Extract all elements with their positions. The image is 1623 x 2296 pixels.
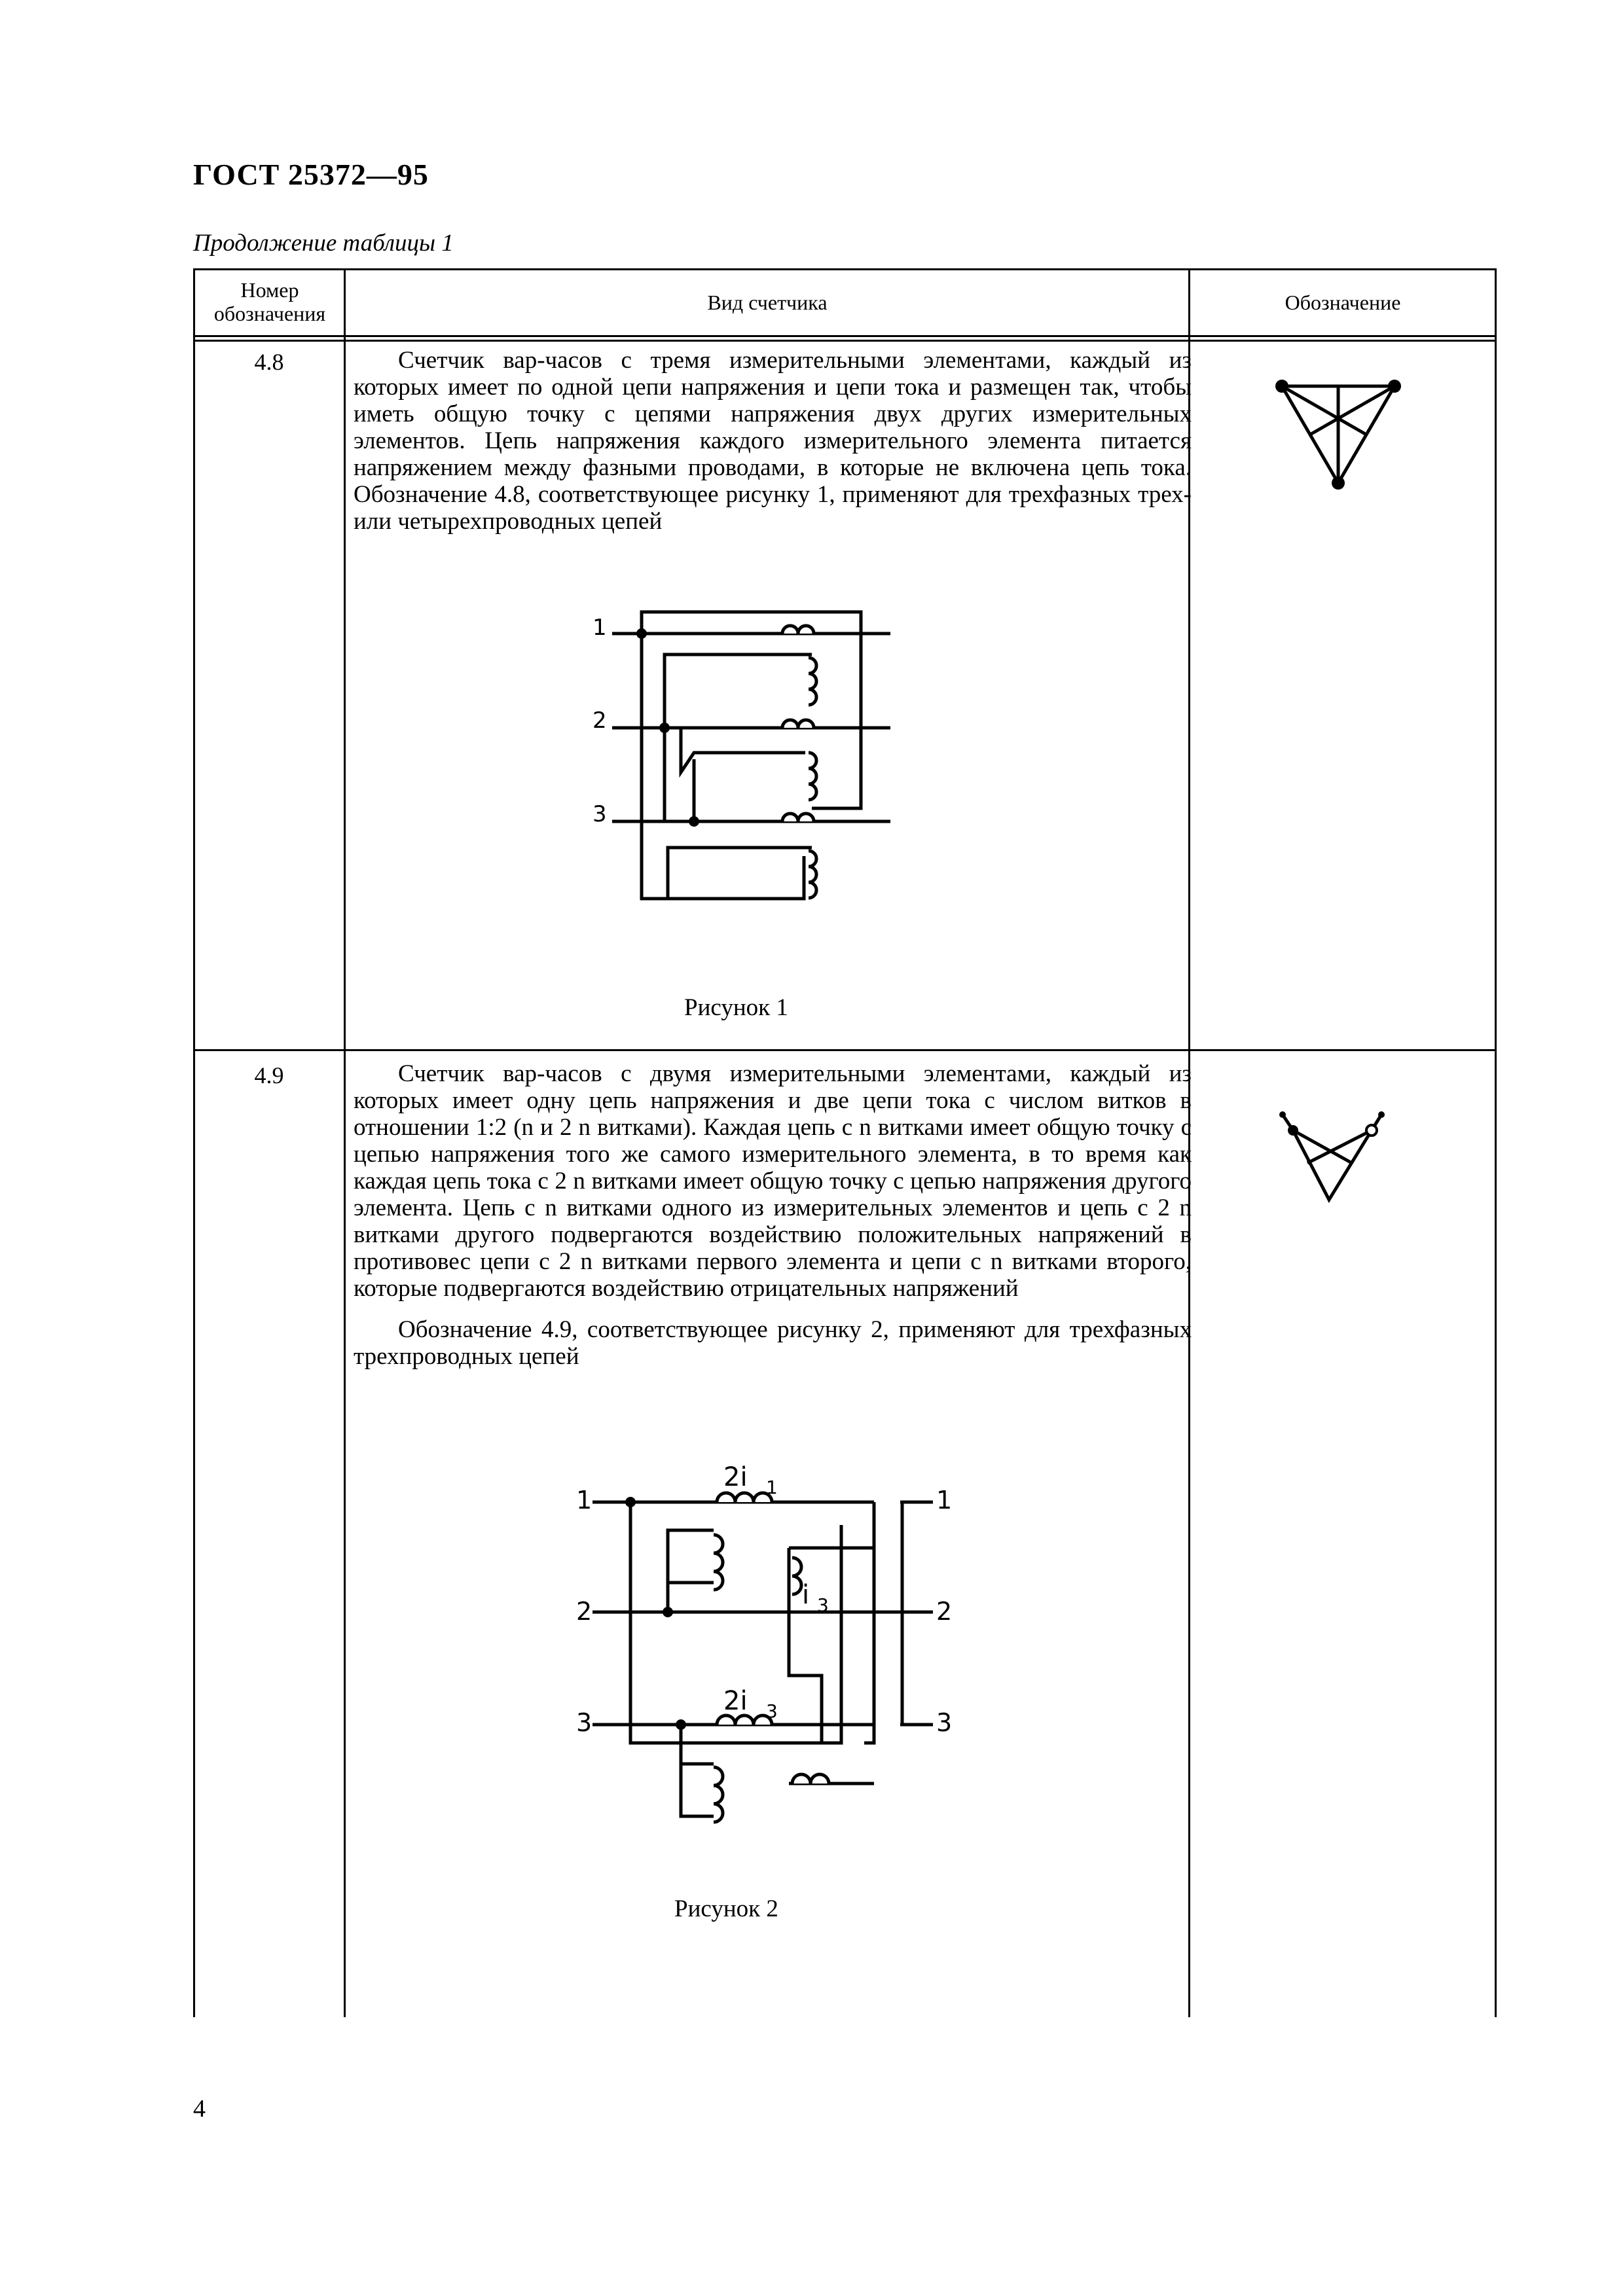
- figure-1-label-2: 2: [593, 708, 607, 734]
- row-description: [354, 1060, 1192, 1370]
- figure-2-label-left-3: 3: [576, 1708, 593, 1737]
- coil-label-i3: i: [802, 1580, 810, 1610]
- table-continuation-caption: Продолжение таблицы 1: [193, 230, 454, 257]
- description-paragraph: Счетчик вар-часов с тремя измерительными элементами, каждый из которых имеет по одной цепи напряжения и цепи тока и размещен так, чтобы иметь общую точку с цепями напряжения двух других измерительных элементов. Цепь напряжения каждого измерительного элемента питается напряжением между фазными проводами, в которые не включена цепь тока. Обозначение 4.8, соответствующее рисунку 1, применяют для трехфазных трех- или четырехпроводных цепей: [354, 347, 1192, 535]
- figure-2-label-right-1: 1: [936, 1486, 953, 1515]
- figure-2-label-left-2: 2: [576, 1597, 593, 1626]
- coil-label-i3-subscript: 3: [817, 1594, 829, 1616]
- figure-2-label-right-2: 2: [936, 1597, 953, 1626]
- figure-1-circuit-diagram: [570, 592, 910, 920]
- row-number: 4.9: [254, 1062, 284, 1088]
- document-header: ГОСТ 25372—95: [193, 158, 429, 191]
- row-description: [354, 347, 1192, 535]
- header-type: Вид счетчика: [707, 291, 828, 314]
- table-header-divider-double: [193, 340, 1496, 342]
- coil-label-2i3: 2i: [723, 1686, 748, 1716]
- page-number: 4: [193, 2095, 206, 2123]
- v-shape-meter-symbol-icon: [1273, 1103, 1404, 1214]
- coil-label-2i1: 2i: [723, 1462, 748, 1492]
- figure-2-circuit-diagram: [563, 1446, 969, 1826]
- table-border-left: [193, 268, 195, 2017]
- description-paragraph: Обозначение 4.9, соответствующее рисунку 2, применяют для трехфазных трехпроводных цепей: [354, 1316, 1192, 1370]
- coil-label-2i1-subscript: 1: [766, 1477, 778, 1498]
- figure-2-label-right-3: 3: [936, 1708, 953, 1737]
- header-number: Номер обозначения: [213, 278, 326, 325]
- table-header-divider: [193, 335, 1496, 337]
- description-paragraph: Счетчик вар-часов с двумя измерительными элементами, каждый из которых имеет одну цепь напряжения и две цепи тока с числом витков в отношении 1:2 (n и 2 n витками). Каждая цепь с n витками имеет общую точку с цепью напряжения того же самого измерительного элемента, в то время как каждая цепь тока с 2 n витками имеет общую точку с цепью напряжения другого элемента. Цепь с n витками одного из измерительных элементов и цепь с 2 n витками другого подвергаются воздействию положительных напряжений в противовес цепи с 2 n витками первого элемента и цепи с n витками второго, которые подвергаются воздействию отрицательных напряжений: [354, 1060, 1192, 1302]
- header-symbol: Обозначение: [1285, 291, 1401, 314]
- table-border-top: [193, 268, 1496, 270]
- figure-2-label-left-1: 1: [576, 1486, 593, 1515]
- figure-1-label-1: 1: [593, 615, 607, 641]
- figure-2-caption: Рисунок 2: [674, 1895, 778, 1922]
- coil-label-2i3-subscript: 3: [766, 1700, 778, 1722]
- figure-1-label-3: 3: [593, 801, 607, 827]
- row-number: 4.8: [254, 349, 284, 375]
- table-row-divider: [193, 1049, 1496, 1051]
- triangle-delta-meter-symbol-icon: [1270, 373, 1414, 497]
- figure-1-caption: Рисунок 1: [684, 994, 788, 1021]
- table-border-right: [1495, 268, 1497, 2017]
- table-column-divider: [344, 268, 346, 2017]
